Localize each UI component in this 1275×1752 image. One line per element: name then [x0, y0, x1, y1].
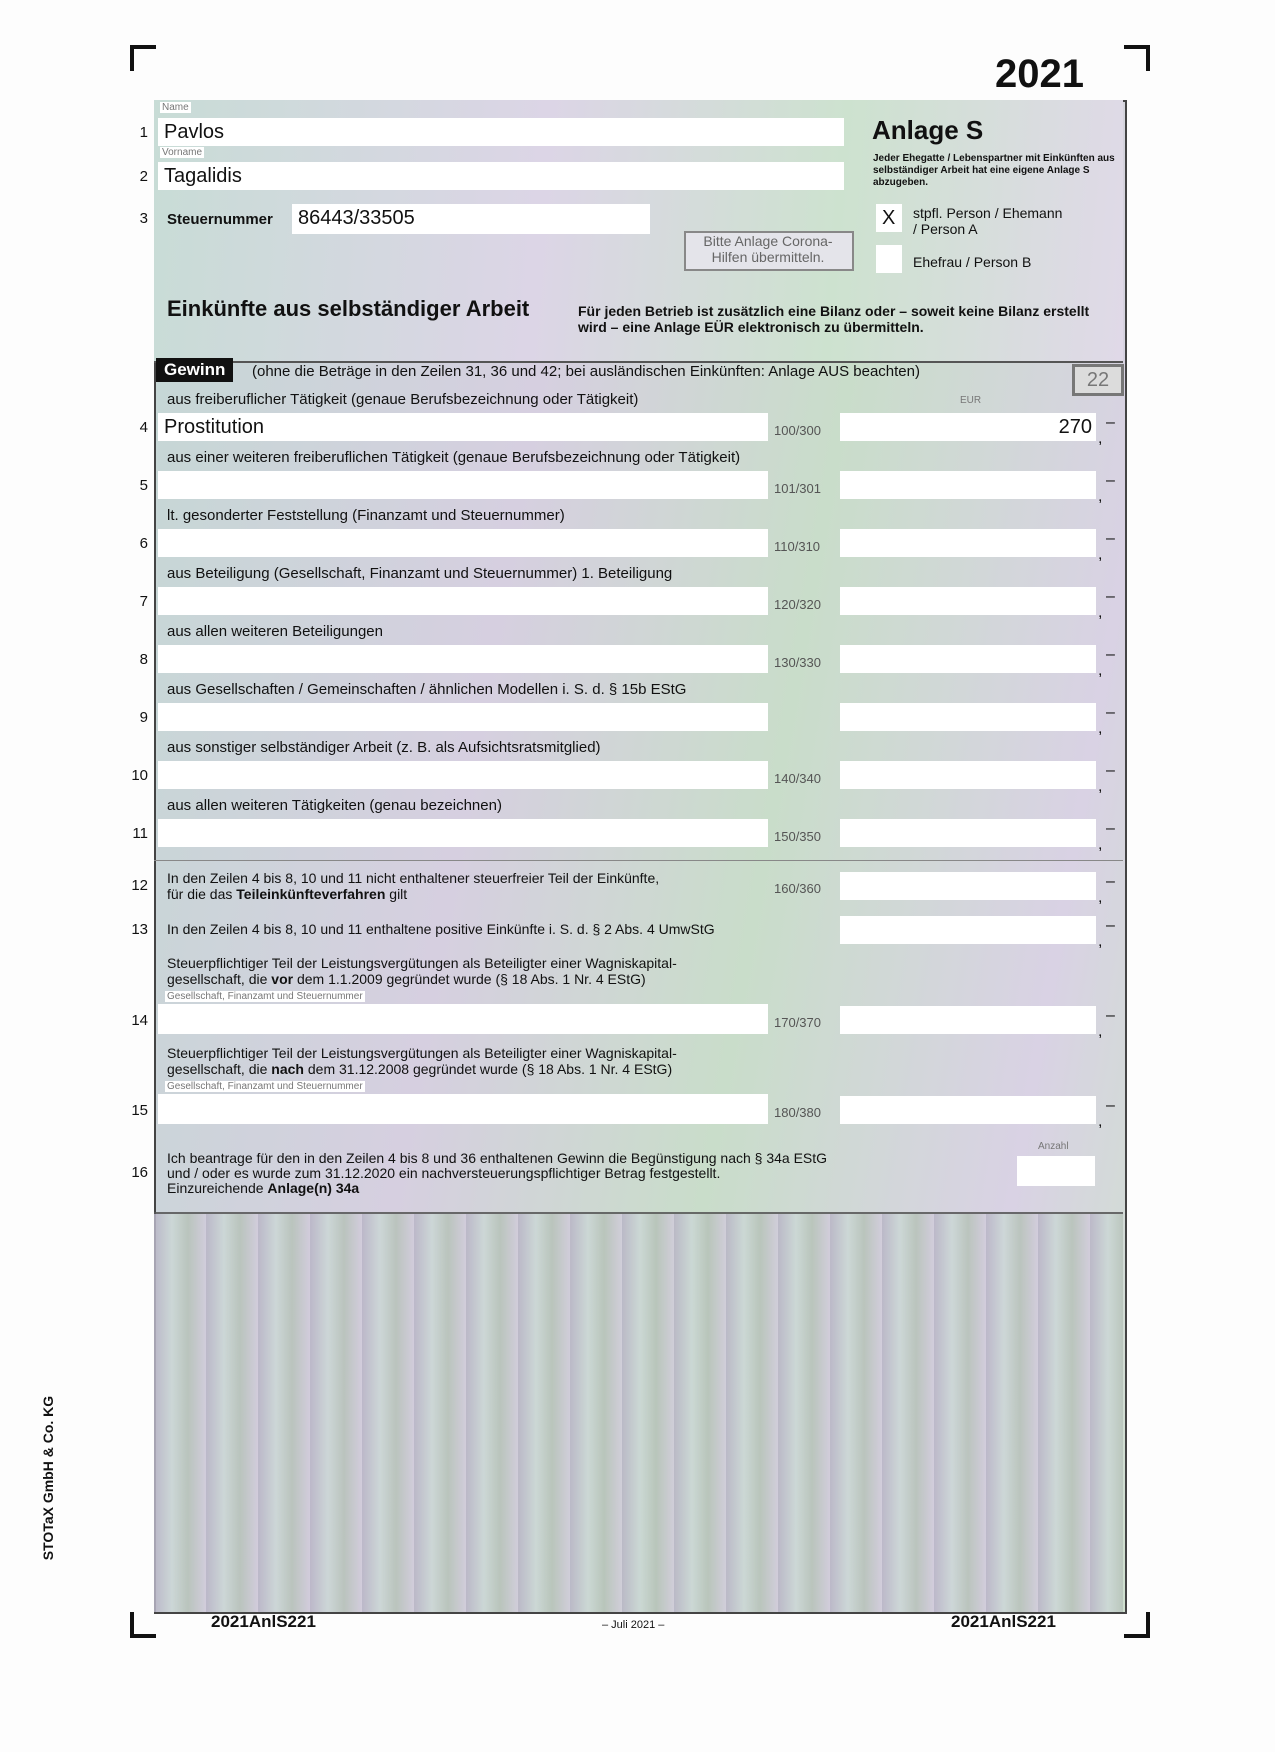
row-14-label-line2a: gesellschaft, die — [167, 971, 272, 987]
publisher-vertical: STOTaX GmbH & Co. KG — [40, 1395, 56, 1561]
cent-comma: , — [1098, 1113, 1103, 1130]
vorname-value: Tagalidis — [164, 165, 242, 187]
row-separator — [154, 860, 1123, 861]
row-9-label: aus Gesellschaften / Gemeinschaften / ähnlichen Modellen i. S. d. § 15b EStG — [167, 681, 687, 698]
row-14-hint: Gesellschaft, Finanzamt und Steuernummer — [167, 991, 363, 1002]
cent-dash: – — [1106, 472, 1115, 489]
form-blank-lower-area — [154, 1212, 1123, 1612]
row-14-label — [167, 955, 787, 987]
row-11-amount-field[interactable] — [840, 819, 1096, 847]
row-15-label — [167, 1045, 787, 1077]
section-title: Einkünfte aus selbständiger Arbeit — [167, 296, 530, 321]
row-14-label-bold: vor — [271, 971, 294, 987]
line-number: 13 — [131, 921, 148, 938]
vorname-label: Vorname — [162, 147, 203, 158]
row-5-text-field[interactable] — [158, 471, 768, 499]
row-7-code: 120/320 — [774, 597, 821, 612]
row-9-text-field[interactable] — [158, 703, 768, 731]
steuernummer-label: Steuernummer — [167, 211, 273, 228]
cent-dash: – — [1106, 873, 1115, 890]
anlage-title: Anlage S — [872, 115, 984, 145]
line-number: 11 — [132, 825, 148, 842]
corner-mark-bottom-right — [1124, 1612, 1150, 1638]
row-7-label: aus Beteiligung (Gesellschaft, Finanzamt und Steuernummer) 1. Beteiligung — [167, 565, 673, 582]
page-number-box: 22 — [1072, 364, 1124, 396]
line-number: 2 — [139, 168, 148, 185]
person-b-label: Ehefrau / Person B — [913, 254, 1032, 270]
cent-comma: , — [1098, 430, 1103, 447]
row-15-label-line1: Steuerpflichtiger Teil der Leistungsvergütungen als Beteiligter einer Wagniskapital- — [167, 1045, 677, 1061]
row-5-code: 101/301 — [774, 481, 821, 496]
cent-dash: – — [1106, 588, 1115, 605]
cent-comma: , — [1098, 546, 1103, 563]
line-number: 6 — [139, 535, 148, 552]
row-10-amount-field[interactable] — [840, 761, 1096, 789]
anlage-note: Jeder Ehegatte / Lebenspartner mit Einkünften aus selbständiger Arbeit hat eine eigene Anlage S abzugeben. — [873, 153, 1115, 188]
anzahl-field[interactable] — [1017, 1156, 1095, 1186]
row-15-amount-field[interactable] — [840, 1096, 1096, 1124]
row-12-label-bold: Teileinkünfteverfahren — [236, 886, 386, 902]
person-b-checkbox[interactable] — [876, 245, 902, 273]
row-15-code: 180/380 — [774, 1105, 821, 1120]
vorname-field[interactable] — [158, 162, 844, 190]
line-number: 9 — [139, 709, 148, 726]
row-4-text-value: Prostitution — [164, 416, 265, 438]
row-10-text-field[interactable] — [158, 761, 768, 789]
row-12-amount-field[interactable] — [840, 872, 1096, 900]
steuernummer-value: 86443/33505 — [298, 207, 415, 229]
row-16-label-line3: Einzureichende — [167, 1180, 268, 1196]
corner-mark-top-right — [1124, 45, 1150, 71]
line-number: 14 — [131, 1012, 148, 1029]
cent-dash: – — [1106, 762, 1115, 779]
corner-mark-top-left — [130, 45, 156, 71]
row-10-code: 140/340 — [774, 771, 821, 786]
row-12-label — [167, 870, 767, 902]
row-11-label: aus allen weiteren Tätigkeiten (genau bezeichnen) — [167, 797, 502, 814]
cent-comma: , — [1098, 488, 1103, 505]
gewinn-note: (ohne die Beträge in den Zeilen 31, 36 und 42; bei ausländischen Einkünften: Anlage AUS beachten) — [252, 363, 920, 380]
line-number: 5 — [139, 477, 148, 494]
footer-form-code-left: 2021AnlS221 — [211, 1612, 316, 1631]
section-note: Für jeden Betrieb ist zusätzlich eine Bilanz oder – soweit keine Bilanz erstellt wird – eine Anlage EÜR elektronisch zu übermitteln. — [578, 303, 1090, 335]
person-a-label: stpfl. Person / Ehemann / Person A — [913, 205, 1063, 237]
row-4-label: aus freiberuflicher Tätigkeit (genaue Berufsbezeichnung oder Tätigkeit) — [167, 391, 639, 408]
row-16-label-line2: und / oder es wurde zum 31.12.2020 ein nachversteuerungspflichtiger Betrag festgestellt. — [167, 1165, 721, 1181]
line-number: 3 — [139, 210, 148, 227]
row-12-code: 160/360 — [774, 881, 821, 896]
row-11-text-field[interactable] — [158, 819, 768, 847]
row-8-code: 130/330 — [774, 655, 821, 670]
row-13-amount-field[interactable] — [840, 916, 1096, 944]
cent-dash: – — [1106, 1007, 1115, 1024]
row-9-amount-field[interactable] — [840, 703, 1096, 731]
row-7-text-field[interactable] — [158, 587, 768, 615]
row-7-amount-field[interactable] — [840, 587, 1096, 615]
cent-dash: – — [1106, 530, 1115, 547]
row-8-amount-field[interactable] — [840, 645, 1096, 673]
row-12-label-line1: In den Zeilen 4 bis 8, 10 und 11 nicht enthaltener steuerfreier Teil der Einkünfte, — [167, 870, 660, 886]
row-5-amount-field[interactable] — [840, 471, 1096, 499]
row-14-code: 170/370 — [774, 1015, 821, 1030]
cent-dash: – — [1106, 414, 1115, 431]
row-16-label-line1: Ich beantrage für den in den Zeilen 4 bis 8 und 36 enthaltenen Gewinn die Begünstigung nach § 34a EStG — [167, 1150, 828, 1166]
cent-comma: , — [1098, 889, 1103, 906]
name-field[interactable] — [158, 118, 844, 146]
row-14-text-field[interactable] — [158, 1004, 768, 1034]
line-number: 12 — [131, 877, 148, 894]
row-6-code: 110/310 — [774, 539, 821, 554]
row-5-label: aus einer weiteren freiberuflichen Tätigkeit (genaue Berufsbezeichnung oder Tätigkeit) — [167, 449, 741, 466]
cent-comma: , — [1098, 1023, 1103, 1040]
row-12-label-line2a: für die das — [167, 886, 237, 902]
row-15-label-bold: nach — [271, 1061, 304, 1077]
row-6-amount-field[interactable] — [840, 529, 1096, 557]
corona-hint-text: Bitte Anlage Corona-Hilfen übermitteln. — [703, 233, 833, 265]
row-14-label-line1: Steuerpflichtiger Teil der Leistungsvergütungen als Beteiligter einer Wagniskapital- — [167, 955, 677, 971]
corner-mark-bottom-left — [130, 1612, 156, 1638]
row-15-hint: Gesellschaft, Finanzamt und Steuernummer — [167, 1081, 363, 1092]
row-6-label: lt. gesonderter Feststellung (Finanzamt und Steuernummer) — [167, 507, 565, 524]
line-number: 4 — [139, 419, 148, 436]
row-4-amount-value: 270 — [1058, 416, 1092, 438]
cent-comma: , — [1098, 836, 1103, 853]
line-number: 16 — [131, 1164, 148, 1181]
row-6-text-field[interactable] — [158, 529, 768, 557]
row-8-text-field[interactable] — [158, 645, 768, 673]
row-8-label: aus allen weiteren Beteiligungen — [167, 623, 383, 640]
row-16-label-bold: Anlage(n) 34a — [267, 1180, 360, 1196]
row-13-label: In den Zeilen 4 bis 8, 10 und 11 enthaltene positive Einkünfte i. S. d. § 2 Abs. 4 UmwStG — [167, 921, 715, 937]
row-16-label — [167, 1151, 927, 1196]
row-14-label-line2c: dem 1.1.2009 gegründet wurde (§ 18 Abs. 1 Nr. 4 EStG) — [293, 971, 646, 987]
cent-comma: , — [1098, 662, 1103, 679]
name-value: Pavlos — [164, 121, 225, 143]
row-10-label: aus sonstiger selbständiger Arbeit (z. B. als Aufsichtsratsmitglied) — [167, 739, 601, 756]
row-15-text-field[interactable] — [158, 1094, 768, 1124]
cent-dash: – — [1106, 1097, 1115, 1114]
form-year: 2021 — [995, 52, 1084, 96]
anzahl-label: Anzahl — [1038, 1141, 1069, 1152]
row-14-amount-field[interactable] — [840, 1006, 1096, 1034]
cent-dash: – — [1106, 646, 1115, 663]
footer-form-code-right: 2021AnlS221 — [951, 1612, 1056, 1631]
line-number: 1 — [139, 124, 148, 141]
row-11-code: 150/350 — [774, 829, 821, 844]
footer-date: – Juli 2021 – — [602, 1619, 665, 1631]
cent-comma: , — [1098, 933, 1103, 950]
cent-dash: – — [1106, 704, 1115, 721]
eur-label: EUR — [960, 395, 982, 406]
cent-dash: – — [1106, 917, 1115, 934]
line-number: 15 — [131, 1102, 148, 1119]
cent-comma: , — [1098, 778, 1103, 795]
row-15-label-line2c: dem 31.12.2008 gegründet wurde (§ 18 Abs. 1 Nr. 4 EStG) — [303, 1061, 673, 1077]
line-number: 10 — [131, 767, 148, 784]
name-label: Name — [162, 102, 189, 113]
cent-comma: , — [1098, 604, 1103, 621]
row-12-label-line2c: gilt — [385, 886, 408, 902]
row-15-label-line2a: gesellschaft, die — [167, 1061, 272, 1077]
gewinn-label: Gewinn — [156, 358, 233, 382]
row-4-code: 100/300 — [774, 423, 821, 438]
cent-comma: , — [1098, 720, 1103, 737]
line-number: 8 — [139, 651, 148, 668]
cent-dash: – — [1106, 820, 1115, 837]
person-a-mark: X — [882, 207, 896, 229]
line-number: 7 — [139, 593, 148, 610]
